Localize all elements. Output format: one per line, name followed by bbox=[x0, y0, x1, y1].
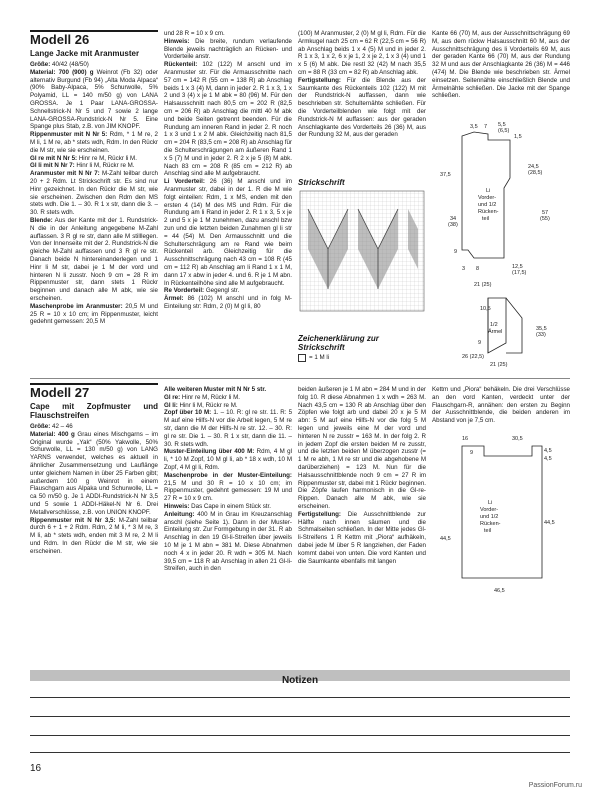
svg-text:teil: teil bbox=[484, 528, 492, 534]
paragraph-heading: Gl re mit N Nr 5: bbox=[30, 154, 78, 162]
model-26-text-1 bbox=[30, 61, 158, 326]
svg-text:(28,5): (28,5) bbox=[528, 170, 543, 176]
paragraph-heading: Material: 400 g bbox=[30, 430, 75, 438]
paragraph-text: Weinrot (Fb 32) oder alternativ Burgund (Fb 94) „Alta Moda Alpaca“ (90% Baby-Alpaca, 5% Schurwolle, 5% Polyamid, LL = 140 m/50 g) von LANA GROSSA. Je 1 Paar LANA-GROSSA-Schnellstrick-N Nr 5 und 7 sowie 2 lange LANA-GROSSA-Rundstrick-N Nr 5. Eine Spange plus Stab, z.B. von JIM KNOPF. bbox=[30, 68, 158, 131]
watermark: PassionForum.ru bbox=[528, 782, 582, 789]
paragraph-heading: Material: 700 (900) g bbox=[30, 68, 94, 76]
paragraph-heading: Fertigstellung: bbox=[298, 76, 341, 84]
paragraph-heading: Gl li mit N Nr 7: bbox=[30, 162, 75, 170]
svg-text:1/2: 1/2 bbox=[490, 322, 498, 328]
paragraph-heading: Größe: bbox=[30, 61, 51, 68]
svg-text:Li: Li bbox=[486, 188, 491, 194]
notes-line bbox=[30, 735, 570, 736]
svg-text:und 1/2: und 1/2 bbox=[478, 202, 497, 208]
legend-text: = 1 M li bbox=[309, 354, 330, 361]
paragraph-text: 20,5 M und 25 R = 10 x 10 cm; im Rippenmuster, leicht gedehnt gemessen: 20,5 M bbox=[30, 302, 158, 326]
paragraph-text: Hinr re M, Rückr li M. bbox=[77, 154, 137, 162]
svg-text:46,5: 46,5 bbox=[494, 588, 505, 594]
paragraph bbox=[164, 472, 292, 503]
svg-text:Li: Li bbox=[488, 500, 493, 506]
svg-text:1,5: 1,5 bbox=[514, 134, 522, 140]
paragraph-heading: Aranmuster mit N Nr 7: bbox=[30, 170, 100, 178]
svg-text:34: 34 bbox=[450, 216, 457, 222]
model-27-column-3 bbox=[298, 386, 426, 565]
paragraph bbox=[30, 162, 158, 170]
paragraph bbox=[30, 517, 158, 556]
paragraph-heading: Rippenmuster mit N Nr 3,5: bbox=[30, 516, 116, 524]
svg-text:16: 16 bbox=[462, 436, 469, 442]
paragraph-text: 40/42 (48/50) bbox=[50, 61, 89, 68]
paragraph bbox=[30, 69, 158, 131]
svg-text:Vorder-: Vorder- bbox=[478, 195, 497, 201]
paragraph-heading: Ärmel: bbox=[164, 295, 184, 303]
legend-swatch-icon bbox=[298, 354, 306, 362]
paragraph-heading: Hinweis: bbox=[164, 37, 190, 45]
svg-text:3: 3 bbox=[462, 266, 466, 272]
paragraph-text: Hinr li M, Rückr re M. bbox=[177, 401, 238, 409]
paragraph-heading: Hinweis: bbox=[164, 502, 190, 510]
paragraph-heading: Fertigstellung: bbox=[298, 510, 341, 518]
svg-text:Rücken-: Rücken- bbox=[480, 521, 501, 527]
svg-text:37,5: 37,5 bbox=[440, 172, 451, 178]
paragraph-text: Die Ausschnittblende zur Hälfte nach innen säumen und die Schmalseiten schließen. In der Mitte jedes Gl-li-Streifens 1 R Kettm mit „Piora“ aufhäkeln, dabei jede M über 5 R langziehen, der Faden kommt dabei von unten. Die vord Kanten und die Saumkante ebenfalls mit langen bbox=[298, 510, 426, 565]
paragraph-text: Rdm, * 1 M re, 2 M li, 1 M re, ab * stets wdh, Rdm. In den Rückr die M str, wie sie erscheinen. bbox=[30, 131, 159, 154]
paragraph bbox=[432, 386, 570, 425]
svg-text:44,5: 44,5 bbox=[544, 520, 555, 526]
paragraph bbox=[164, 511, 292, 573]
paragraph-heading: Gl re: bbox=[164, 393, 181, 401]
svg-text:9: 9 bbox=[470, 450, 474, 456]
svg-text:9: 9 bbox=[454, 249, 458, 255]
model-26-column-2 bbox=[164, 30, 292, 311]
svg-text:7: 7 bbox=[484, 124, 488, 130]
model-26-column-4 bbox=[432, 30, 570, 100]
paragraph-heading: Muster-Einteilung über 400 M: bbox=[164, 448, 255, 456]
paragraph-heading: Größe: bbox=[30, 423, 51, 430]
paragraph bbox=[30, 131, 158, 154]
paragraph bbox=[164, 503, 292, 511]
svg-text:(55): (55) bbox=[540, 216, 550, 222]
paragraph-text: 42 – 46 bbox=[50, 423, 73, 430]
svg-text:8: 8 bbox=[476, 266, 480, 272]
paragraph-heading: Gl li: bbox=[164, 401, 178, 409]
paragraph-text: M-Zahl teilbar durch 6 + 1 + 2 Rdm. Rdm, 2 M li, * 3 M re, 3 M li, ab * stets wdh, enden mit 3 M re, 2 M li und Rdm. In den Rückr die M str, wie sie erscheinen. bbox=[30, 516, 159, 555]
model-27-text-1 bbox=[30, 423, 158, 556]
paragraph-text: (100) M Aranmuster, 2 (0) M gl li, Rdm. Für die Armkugel nach 25 cm = 62 R (22,5 cm = 56 R) ab Anschlag beids 1 x 4 (5) M und in jeder 2. R 1 x 3, 1 x 2, 6 x je 1, 2 x je 2, 1 x 3 (4) und 1 x 5 (6) M abk. Die restl 32 (42) M nach 35,5 cm = 88 R (33 cm = 82 R) ab Anschlag abk. bbox=[298, 30, 426, 76]
page-number: 16 bbox=[30, 763, 42, 774]
paragraph bbox=[30, 61, 158, 69]
paragraph-text: 86 (102) M anschl und in folg M-Einteilung str: Rdm, 2 (0) M gl li, 80 bbox=[164, 295, 292, 310]
paragraph-text: Die breite, rundum verlaufende Blende jeweils nachträglich an Rücken- und Vorderteile anstr. bbox=[164, 37, 292, 61]
svg-text:21 (25): 21 (25) bbox=[474, 282, 492, 288]
paragraph bbox=[164, 61, 292, 178]
svg-text:Ärmel: Ärmel bbox=[488, 329, 503, 335]
paragraph bbox=[164, 394, 292, 402]
model-divider bbox=[30, 378, 570, 379]
paragraph-text: Gegengl str. bbox=[204, 287, 240, 295]
model-27-title: Modell 27 bbox=[30, 385, 90, 400]
notes-line bbox=[30, 752, 570, 753]
paragraph-text: 21,5 M und 30 R = 10 x 10 cm; im Rippenmuster, gedehnt gemessen: 19 M und 27 R = 10 x 9 cm. bbox=[164, 479, 292, 503]
paragraph bbox=[164, 178, 292, 287]
paragraph-text: Für die Blende aus der Saumkante des Rückenteils 102 (122) M mit der Rundstrick-N auffassen, dann wie beschrieben str. Schulternähte schließen. Für die Vorderteilblenden wie folgt mit der Rundstrick-N M auffassen: aus der geraden Anschlagkante des Vorderteils 26 (36) M, aus der Rundung 32 M, aus der geraden bbox=[298, 76, 426, 139]
paragraph bbox=[164, 295, 292, 311]
paragraph-heading: Blende: bbox=[30, 216, 53, 224]
svg-text:(17,5): (17,5) bbox=[512, 270, 527, 276]
svg-text:4,5: 4,5 bbox=[544, 456, 552, 462]
notes-header bbox=[30, 670, 570, 686]
paragraph bbox=[30, 423, 158, 431]
model-26-column-1 bbox=[30, 33, 158, 326]
paragraph-text: Das Cape in einem Stück str. bbox=[189, 502, 271, 510]
paragraph-text: und 28 R = 10 x 9 cm. bbox=[164, 30, 225, 37]
svg-text:57: 57 bbox=[542, 210, 549, 216]
paragraph-heading: Maschenprobe in der Muster-Einteilung: bbox=[164, 471, 292, 479]
paragraph-heading: Rückenteil: bbox=[164, 61, 198, 69]
paragraph bbox=[164, 38, 292, 61]
paragraph-text: 102 (122) M anschl und im Aranmuster str. Für die Armausschnitte nach 57 cm = 142 R (55 cm = 138 R) ab Anschlag beids 1 x 3 (4) M, dann in jeder 2. R 1 x 3, 1 x 2 und 3 (4) x je 1 M abk = 80 (96) M. Für den Halsausschnitt nach 80,5 cm = 202 R (82,5 cm = 206 R) ab Anschlag die mittl 40 M abk und beide Seiten getrennt beenden. Für die Rundung am inneren Rand in jeder 2. R noch 1 x 3 und 1 x 2 M abk. Gleichzeitig nach 81,5 cm = 204 R (83,5 cm = 208 R) ab Anschlag für die Schulterschrägungen am äußeren Rand 1 x 5 (7) M und in jeder 2. R 2 x je 5 (8) M abk. Nach 83 cm = 208 R (85 cm = 212 R) ab Anschlag sind alle M aufgebraucht. bbox=[164, 61, 292, 178]
model-27-schematic bbox=[432, 428, 572, 603]
paragraph-text: 26 (36) M anschl und im Aranmuster str, dabei in der 1. R die M wie folgt einteilen: Rdm, 1 x MS, enden mit den ersten 4 (14) M des MS und Rdm. Für die Rundung am li Rand in jeder 2. R 1 x 3, 5 x je 2 und 5 x je 1 M zunehmen, dazu anschl bzw zun und die letzten beiden Zunahmen gl li str = 44 (54) M. Den Armausschnitt und die Schulterschrägung am re Rand wie beim Rückenteil arb. Gleichzeitig für die Ausschnittschrägung nach 43 cm = 108 R (45 cm = 112 R) ab Anschlag am li Rand 1 x 1 M, dann 17 x abw in jeder 4. und 6. R je 1 M abn. In Rückenteilhöhe sind alle M aufgebraucht. bbox=[164, 178, 292, 287]
model-27-column-1 bbox=[30, 386, 158, 556]
notes-line bbox=[30, 697, 570, 698]
paragraph bbox=[164, 409, 292, 448]
paragraph-text: Hinr li M, Rückr re M. bbox=[74, 162, 135, 170]
svg-text:4,5: 4,5 bbox=[544, 448, 552, 454]
notes-title: Notizen bbox=[281, 675, 319, 686]
svg-text:(38): (38) bbox=[448, 222, 458, 228]
paragraph-heading: Zopf über 10 M: bbox=[164, 409, 212, 417]
svg-text:und 1/2: und 1/2 bbox=[480, 514, 499, 520]
paragraph-text: 400 M in Grau im Kreuzanschlag anschl (siehe Seite 1). Dann in der Muster-Einteilung str. Zur Formgebung in der 31. R ab Anschlag in den 19 Gl-li-Streifen über jeweils 10 M je 1 M abn = 381 M. Diese Abnahmen noch 4 x in jeder 20. R wdh = 305 M. Nach 39,5 cm = 118 R ab Anschlag in allen 21 Gl-li-Streifen, auch in den bbox=[164, 510, 292, 573]
paragraph bbox=[164, 402, 292, 410]
model-27-subtitle: Cape mit Zopfmuster und Flauschstreifen bbox=[30, 402, 158, 420]
svg-text:9: 9 bbox=[478, 340, 482, 346]
svg-text:Rücken-: Rücken- bbox=[478, 209, 499, 215]
chart-title-strickschrift: Strickschrift bbox=[298, 178, 345, 187]
model-26-subtitle: Lange Jacke mit Aranmuster bbox=[30, 49, 140, 58]
paragraph bbox=[30, 170, 158, 217]
paragraph bbox=[164, 386, 292, 394]
paragraph-heading: Alle weiteren Muster mit N Nr 5 str. bbox=[164, 386, 267, 393]
paragraph bbox=[164, 30, 292, 38]
paragraph bbox=[298, 30, 426, 77]
model-26-title: Modell 26 bbox=[30, 32, 90, 47]
paragraph bbox=[298, 386, 426, 511]
svg-text:10,5: 10,5 bbox=[480, 306, 491, 312]
model-27-column-2 bbox=[164, 386, 292, 573]
model-26-schematic bbox=[432, 118, 572, 368]
paragraph bbox=[298, 77, 426, 139]
paragraph-heading: Re Vorderteil: bbox=[164, 287, 205, 295]
svg-text:21 (25): 21 (25) bbox=[490, 362, 508, 368]
svg-text:35,5: 35,5 bbox=[536, 326, 547, 332]
svg-text:30,5: 30,5 bbox=[512, 436, 523, 442]
paragraph bbox=[30, 431, 158, 517]
notes-line bbox=[30, 716, 570, 717]
svg-text:12,5: 12,5 bbox=[512, 264, 523, 270]
svg-text:(33): (33) bbox=[536, 332, 546, 338]
paragraph-text: Grau eines Mischgarns – im Original wurde „Yak“ (50% Yakwolle, 50% Schurwolle, LL = 130 m/50 g) von LANG YARNS verwendet, welches es aktuell in ähnlicher Zusammensetzung und Lauflänge unter gleichem Namen in über 25 Farben gibt; außerdem 100 g Weinrot in einem Flauschgarn aus Alpaka und Schurwolle, LL = ca 50 m/50 g. Je 1 ADDI-Rundstrick-N Nr 3,5 und 5 sowie 1 ADDI-Häkel-N Nr 6. Drei Metallverschlüsse, z.B. von UNION KNOPF. bbox=[30, 430, 158, 516]
paragraph-text: Kettm und „Piora“ behäkeln. Die drei Verschlüsse an den vord Kanten, verdeckt unter der Flauschgarn-R, annähen: den ersten zu Beginn der Ausschnittblende, die beiden anderen im Abstand von je 7,5 cm. bbox=[432, 386, 570, 425]
svg-text:teil: teil bbox=[482, 216, 490, 222]
paragraph bbox=[164, 448, 292, 471]
paragraph bbox=[298, 511, 426, 566]
model-26-column-3 bbox=[298, 30, 426, 139]
svg-text:(6,5): (6,5) bbox=[498, 128, 510, 134]
svg-text:44,5: 44,5 bbox=[440, 536, 451, 542]
paragraph-heading: Li Vorderteil: bbox=[164, 178, 205, 186]
paragraph-text: M-Zahl teilbar durch 20 + 2 Rdm. Lt Strickschrift str. Es sind nur Hinr gezeichnet. In den Rückr die M str, wie sie erscheinen. Zwischen den Rdm den MS stets wdh. Die 1. – 30. R 1 x str, dann die 3. – 30. R stets wdh. bbox=[30, 170, 158, 217]
paragraph bbox=[30, 217, 158, 303]
svg-text:3,5: 3,5 bbox=[470, 124, 478, 130]
paragraph-text: Aus der Kante mit der 1. Rundstrick-N die in der Anleitung angegebene M-Zahl auffassen. 3 R gl re str, dann alle M stilllegen. Von der Innenseite mit der 2. Rundstrick-N die gleiche M-Zahl auffassen und 3 R gl re str. Danach beide N hintereinanderlegen und 1 Hinr li M str, dabei je 1 M der vord und hinteren N li zusstr. Noch 9 cm = 28 R im Rippenmuster str, dann stets 1 Rückr beginnen und danach alle M abk, wie sie erscheinen. bbox=[30, 216, 158, 302]
svg-text:Vorder-: Vorder- bbox=[480, 507, 499, 513]
paragraph bbox=[30, 155, 158, 163]
paragraph bbox=[432, 30, 570, 100]
svg-text:26 (22,5): 26 (22,5) bbox=[462, 354, 485, 360]
paragraph-heading: Maschenprobe im Aranmuster: bbox=[30, 302, 123, 310]
knitting-chart bbox=[298, 189, 426, 321]
model-27-column-4 bbox=[432, 386, 570, 425]
svg-text:24,5: 24,5 bbox=[528, 164, 539, 170]
paragraph-text: Kante 66 (70) M, aus der Ausschnittschrägung 69 M, aus dem rückw Halsausschnitt 60 M, aus der Ausschnittschrägung des li Vorderteils 69 M, aus der geraden Kante 66 (70) M, aus der Rundung 32 M und aus der Anschlagkante 26 (36) M = 446 (474) M. Die Blende wie beschrieben str. Ärmel einsetzen. Seitennähte einschließlich Blende und Ärmelnähte schließen. Die Jacke mit der Spange schließen. bbox=[432, 30, 570, 100]
paragraph-heading: Anleitung: bbox=[164, 510, 195, 518]
paragraph bbox=[164, 287, 292, 295]
paragraph bbox=[30, 303, 158, 326]
paragraph-text: 1. – 10. R: gl re str. 11. R: 5 M auf eine Hilfs-N vor die Arbeit legen, 5 M re str, dann die M der Hilfs-N re str. 12. – 30. R: gl re str. Die 1. – 30. R 1 x str, dann die 11. – 30. R stets wdh. bbox=[164, 409, 293, 448]
legend-title: Zeichenerklärung zur Strickschrift bbox=[298, 334, 379, 352]
paragraph-text: Hinr re M, Rückr li M. bbox=[180, 393, 240, 401]
paragraph-text: Rdm, 4 M gl li, * 10 M Zopf, 10 M gl li, ab * 18 x wdh, 10 M Zopf, 4 M gl li, Rdm. bbox=[164, 448, 292, 471]
paragraph-text: beiden äußeren je 1 M abn = 284 M und in der folg 10. R diese Abnahmen 1 x wdh = 263 M. Nach 43,5 cm = 130 R ab Anschlag über den Zöpfen wie folgt arb und dabei 20 x je 5 M abn: 5 M auf eine Hilfs-N vor die folg 5 M legen und jeweils eine M der vord und hinteren N re zusstr = 163 M. In der folg 2. R in jedem Zopf die ersten beiden M re zusstr, und die letzten beiden M überzogen zusstr (= 1 M re abh, 1 M re str und die abgehobene M darüberziehen) = 123 M. Nun für die Halsausschnittblende noch 9 cm = 27 R im Rippenmuster str, dabei mit 1 Rückr beginnen. Die Zöpfe laufen harmonisch in die Gl-re-Rippen. Danach alle M abk, wie sie erscheinen. bbox=[298, 386, 426, 510]
paragraph-heading: Rippenmuster mit N Nr 5: bbox=[30, 131, 108, 139]
svg-text:5,5: 5,5 bbox=[498, 122, 506, 128]
